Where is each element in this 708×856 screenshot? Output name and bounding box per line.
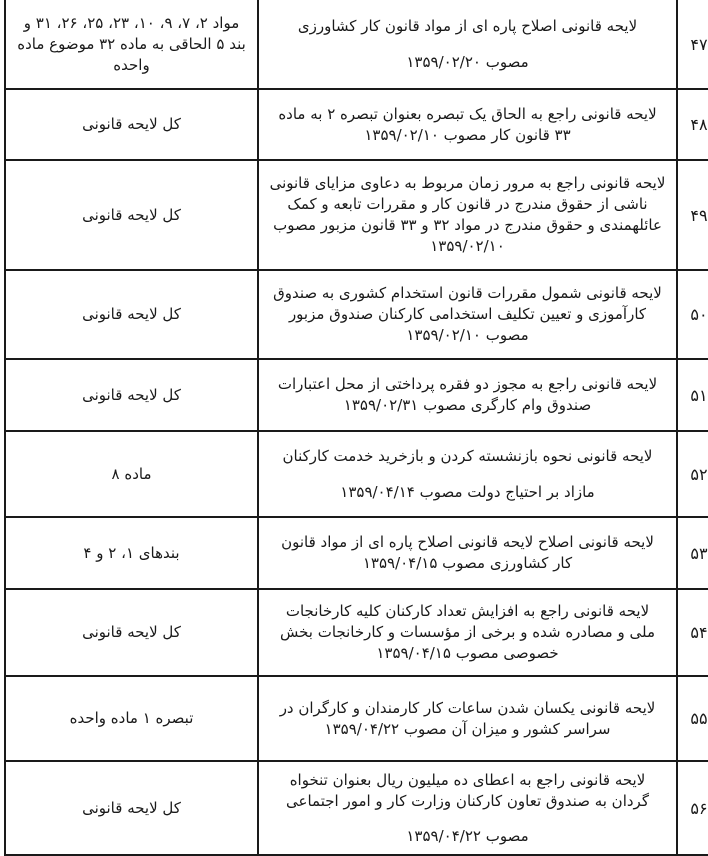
law-title-line: سراسر کشور و میزان آن مصوب ۱۳۵۹/۰۴/۲۲ xyxy=(324,719,611,738)
law-title-cell xyxy=(258,160,677,270)
row-number: ۵۰ xyxy=(677,270,708,359)
law-title-line: مصوب ۱۳۵۹/۰۴/۲۲ xyxy=(406,826,529,845)
laws-table-container xyxy=(4,0,708,856)
scope-cell xyxy=(5,431,258,517)
law-title-line: مصوب ۱۳۵۹/۰۲/۱۰ xyxy=(406,326,529,344)
scope-line: تبصره ۱ ماده واحده xyxy=(69,709,194,727)
scope-line: ماده ۸ xyxy=(111,464,152,483)
table-row xyxy=(5,517,708,589)
law-title-line: لایحه قانونی اصلاح لایحه قانونی اصلاح پاره ای از مواد قانون xyxy=(281,533,654,551)
scope-line: کل لایحه قانونی xyxy=(82,115,181,133)
law-title-cell xyxy=(258,0,677,89)
row-number: ۴۸ xyxy=(677,89,708,160)
table-row xyxy=(5,0,708,89)
law-title-line: مازاد بر احتیاج دولت مصوب ۱۳۵۹/۰۴/۱۴ xyxy=(340,483,595,501)
law-title-line: ۱۳۵۹/۰۲/۱۰ xyxy=(430,237,505,255)
scope-line: بندهای ۱، ۲ و ۴ xyxy=(83,543,180,562)
law-title-line: کارآموزی و تعیین تکلیف استخدامی کارکنان صندوق مزبور xyxy=(288,305,647,323)
row-number: ۵۶ xyxy=(677,761,708,855)
table-row xyxy=(5,431,708,517)
scope-line: کل لایحه قانونی xyxy=(82,798,181,817)
scope-cell xyxy=(5,517,258,589)
law-title-cell xyxy=(258,676,677,761)
scope-line: کل لایحه قانونی xyxy=(82,623,181,641)
law-title-line: لایحه قانونی راجع به افزایش تعداد کارکنان کلیه کارخانجات xyxy=(285,602,650,620)
scope-cell xyxy=(5,761,258,855)
law-title-line: گردان به صندوق تعاون کارکنان وزارت کار و امور اجتماعی xyxy=(286,791,649,810)
scope-cell xyxy=(5,89,258,160)
table-row xyxy=(5,359,708,431)
scope-cell xyxy=(5,0,258,89)
table-row xyxy=(5,89,708,160)
table-row xyxy=(5,270,708,359)
laws-table-body xyxy=(5,0,708,855)
law-title-cell xyxy=(258,89,677,160)
table-row xyxy=(5,589,708,676)
scope-cell xyxy=(5,676,258,761)
scope-cell xyxy=(5,160,258,270)
laws-table xyxy=(4,0,708,856)
law-title-cell xyxy=(258,270,677,359)
scope-line: مواد ۲، ۷، ۹، ۱۰، ۲۳، ۲۵، ۲۶، ۳۱ و xyxy=(23,13,240,32)
scope-line: کل لایحه قانونی xyxy=(82,305,181,323)
law-title-line: لایحه قانونی راجع به اعطای ده میلیون ریال بعنوان تنخواه xyxy=(289,770,646,789)
scope-line: واحده xyxy=(113,55,150,74)
law-title-cell xyxy=(258,359,677,431)
row-number: ۵۴ xyxy=(677,589,708,676)
table-row xyxy=(5,761,708,855)
row-number: ۵۳ xyxy=(677,517,708,589)
law-title-line: خصوصی مصوب ۱۳۵۹/۰۴/۱۵ xyxy=(376,644,559,662)
table-row xyxy=(5,160,708,270)
law-title-line: لایحه قانونی یکسان شدن ساعات کار کارمندان و کارگران در xyxy=(279,698,656,717)
scope-cell xyxy=(5,359,258,431)
scope-line: کل لایحه قانونی xyxy=(82,205,181,224)
law-title-cell xyxy=(258,589,677,676)
law-title-line: ناشی از حقوق مندرج در قانون کار و مقررات تابعه و کمک xyxy=(287,195,648,213)
row-number: ۴۹ xyxy=(677,160,708,270)
table-row xyxy=(5,676,708,761)
scope-cell xyxy=(5,589,258,676)
law-title-line: لایحه قانونی نحوه بازنشسته کردن و بازخرید خدمت کارکنان xyxy=(282,447,653,465)
law-title-line: لایحه قانونی راجع به مجوز دو فقره پرداختی از محل اعتبارات xyxy=(277,375,658,393)
law-title-line: ملی و مصادره شده و برخی از مؤسسات و کارخانجات بخش xyxy=(280,623,655,641)
row-number: ۴۷ xyxy=(677,0,708,89)
law-title-line: صندوق وام کارگری مصوب ۱۳۵۹/۰۲/۳۱ xyxy=(343,396,592,414)
law-title-cell xyxy=(258,517,677,589)
law-title-line: لایحه قانونی شمول مقررات قانون استخدام کشوری به صندوق xyxy=(273,284,662,302)
law-title-line: لایحه قانونی راجع به الحاق یک تبصره بعنوان تبصره ۲ به ماده xyxy=(278,104,657,123)
law-title-line: عائلهمندی و حقوق مندرج در مواد ۳۲ و ۳۳ قانون مزبور مصوب xyxy=(273,216,662,234)
row-number: ۵۱ xyxy=(677,359,708,431)
row-number: ۵۵ xyxy=(677,676,708,761)
law-title-line: مصوب ۱۳۵۹/۰۲/۲۰ xyxy=(406,53,529,71)
law-title-line: کار کشاورزی مصوب ۱۳۵۹/۰۴/۱۵ xyxy=(362,554,573,572)
row-number: ۵۲ xyxy=(677,431,708,517)
law-title-cell xyxy=(258,431,677,517)
scope-cell xyxy=(5,270,258,359)
scope-line: بند ۵ الحاقی به ماده ۳۲ موضوع ماده xyxy=(17,34,246,53)
scope-line: کل لایحه قانونی xyxy=(82,385,181,404)
law-title-line: لایحه قانونی اصلاح پاره ای از مواد قانون کار کشاورزی xyxy=(297,17,638,35)
law-title-line: لایحه قانونی راجع به مرور زمان مربوط به دعاوی مزایای قانونی xyxy=(269,174,666,192)
law-title-cell xyxy=(258,761,677,855)
law-title-line: ۳۳ قانون کار مصوب ۱۳۵۹/۰۲/۱۰ xyxy=(364,125,571,144)
